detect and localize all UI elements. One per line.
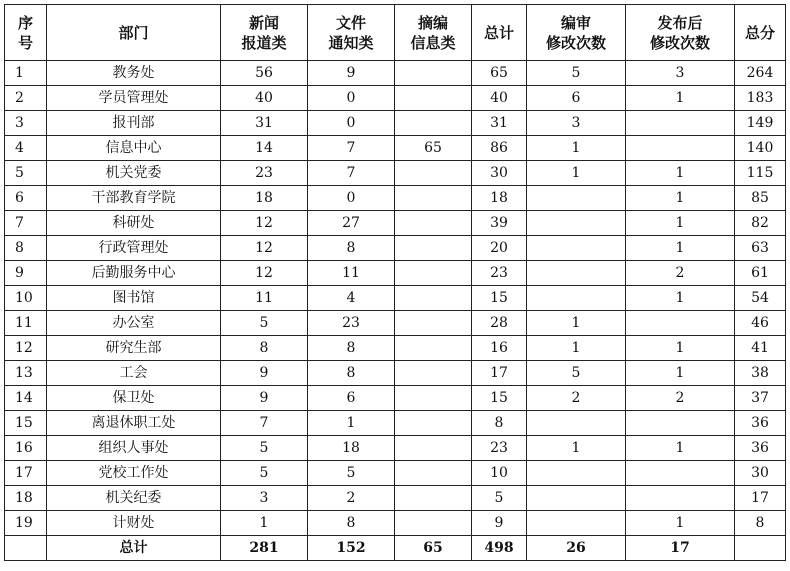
cell-digest [395,311,472,336]
cell-dept: 机关纪委 [47,486,221,511]
cell-edit [527,486,626,511]
cell-post: 1 [626,211,735,236]
table-row [5,186,786,211]
table-container [4,4,786,561]
table-row [5,486,786,511]
cell-edit [527,211,626,236]
cell-total: 8 [472,411,527,436]
cell-file: 0 [308,86,395,111]
header-digest [395,5,472,61]
cell-dept: 研究生部 [47,336,221,361]
cell-idx: 19 [5,511,47,536]
cell-digest [395,211,472,236]
cell-edit: 2 [527,386,626,411]
table-body [5,61,786,536]
cell-news: 23 [221,161,308,186]
cell-score: 149 [735,111,786,136]
cell-dept: 教务处 [47,61,221,86]
cell-post [626,311,735,336]
total-dept: 总计 [47,536,221,561]
cell-dept: 后勤服务中心 [47,261,221,286]
header-idx-line: 序 [17,13,33,32]
cell-score: 264 [735,61,786,86]
cell-digest [395,111,472,136]
cell-news: 5 [221,461,308,486]
header-score [735,5,786,61]
header-score-line: 总分 [744,23,775,42]
cell-dept: 党校工作处 [47,461,221,486]
total-edit: 26 [527,536,626,561]
cell-total: 30 [472,161,527,186]
cell-idx: 13 [5,361,47,386]
cell-post: 2 [626,261,735,286]
header-dept-line: 部门 [118,23,149,42]
cell-total: 23 [472,436,527,461]
table-row [5,161,786,186]
cell-dept: 干部教育学院 [47,186,221,211]
cell-total: 31 [472,111,527,136]
cell-digest [395,86,472,111]
cell-edit: 3 [527,111,626,136]
table-row [5,286,786,311]
cell-idx: 17 [5,461,47,486]
header-idx-line: 号 [17,33,33,52]
header-file-line: 通知类 [328,33,374,52]
table-row [5,261,786,286]
cell-file: 8 [308,236,395,261]
cell-file: 0 [308,186,395,211]
cell-score: 30 [735,461,786,486]
cell-digest [395,261,472,286]
cell-post: 1 [626,511,735,536]
cell-idx: 1 [5,61,47,86]
cell-post: 1 [626,236,735,261]
cell-idx: 15 [5,411,47,436]
table-row [5,211,786,236]
table-row [5,361,786,386]
cell-news: 12 [221,211,308,236]
cell-score: 115 [735,161,786,186]
cell-dept: 工会 [47,361,221,386]
cell-score: 36 [735,436,786,461]
table-row [5,386,786,411]
cell-idx: 11 [5,311,47,336]
cell-news: 14 [221,136,308,161]
cell-dept: 保卫处 [47,386,221,411]
table-row [5,86,786,111]
table-row [5,436,786,461]
cell-total: 15 [472,386,527,411]
cell-edit: 1 [527,161,626,186]
cell-edit: 6 [527,86,626,111]
cell-dept: 图书馆 [47,286,221,311]
cell-digest [395,161,472,186]
statistics-table [4,4,786,561]
header-digest-line: 信息类 [410,33,456,52]
header-edit-line: 修改次数 [545,33,606,52]
cell-idx: 2 [5,86,47,111]
cell-digest [395,386,472,411]
cell-digest [395,336,472,361]
header-idx [5,5,47,61]
cell-idx: 16 [5,436,47,461]
cell-post [626,411,735,436]
cell-post: 1 [626,336,735,361]
total-digest: 65 [395,536,472,561]
cell-post: 1 [626,86,735,111]
cell-post: 1 [626,186,735,211]
cell-news: 7 [221,411,308,436]
cell-score: 38 [735,361,786,386]
cell-edit [527,511,626,536]
cell-score: 85 [735,186,786,211]
cell-dept: 离退休职工处 [47,411,221,436]
cell-post [626,486,735,511]
cell-edit [527,461,626,486]
cell-post: 3 [626,61,735,86]
table-row [5,111,786,136]
cell-dept: 组织人事处 [47,436,221,461]
cell-dept: 机关党委 [47,161,221,186]
cell-score: 41 [735,336,786,361]
cell-edit [527,286,626,311]
cell-file: 8 [308,511,395,536]
cell-file: 5 [308,461,395,486]
cell-edit: 5 [527,361,626,386]
cell-total: 23 [472,261,527,286]
cell-total: 39 [472,211,527,236]
cell-news: 5 [221,311,308,336]
cell-idx: 12 [5,336,47,361]
cell-edit: 1 [527,311,626,336]
cell-idx: 5 [5,161,47,186]
cell-news: 56 [221,61,308,86]
cell-score: 46 [735,311,786,336]
total-post: 17 [626,536,735,561]
cell-idx: 3 [5,111,47,136]
table-row [5,61,786,86]
cell-idx: 10 [5,286,47,311]
table-row [5,336,786,361]
cell-post: 1 [626,286,735,311]
cell-total: 16 [472,336,527,361]
header-edit-line: 编审 [560,13,591,32]
cell-dept: 办公室 [47,311,221,336]
header-post [626,5,735,61]
cell-total: 9 [472,511,527,536]
table-row [5,311,786,336]
cell-edit: 1 [527,336,626,361]
header-edit [527,5,626,61]
cell-news: 31 [221,111,308,136]
cell-score: 82 [735,211,786,236]
cell-edit [527,186,626,211]
header-file [308,5,395,61]
cell-file: 8 [308,336,395,361]
cell-digest: 65 [395,136,472,161]
cell-news: 12 [221,261,308,286]
table-row [5,236,786,261]
cell-total: 86 [472,136,527,161]
cell-score: 8 [735,511,786,536]
header-digest-line: 摘编 [417,13,448,32]
cell-dept: 计财处 [47,511,221,536]
cell-post: 1 [626,436,735,461]
cell-score: 140 [735,136,786,161]
cell-edit [527,236,626,261]
cell-dept: 科研处 [47,211,221,236]
cell-news: 8 [221,336,308,361]
cell-news: 3 [221,486,308,511]
totals-row [5,536,786,561]
cell-digest [395,61,472,86]
cell-edit: 1 [527,436,626,461]
header-news-line: 新闻 [248,13,279,32]
cell-news: 5 [221,436,308,461]
header-dept [47,5,221,61]
cell-idx: 7 [5,211,47,236]
cell-file: 11 [308,261,395,286]
header-total [472,5,527,61]
cell-edit [527,411,626,436]
cell-post [626,461,735,486]
cell-idx: 4 [5,136,47,161]
cell-idx: 14 [5,386,47,411]
cell-idx: 6 [5,186,47,211]
cell-post: 1 [626,361,735,386]
cell-file: 4 [308,286,395,311]
cell-news: 11 [221,286,308,311]
header-row [5,5,786,61]
cell-edit: 1 [527,136,626,161]
cell-total: 65 [472,61,527,86]
cell-score: 37 [735,386,786,411]
cell-file: 2 [308,486,395,511]
cell-digest [395,236,472,261]
cell-news: 9 [221,386,308,411]
cell-news: 40 [221,86,308,111]
table-row [5,411,786,436]
cell-news: 18 [221,186,308,211]
cell-post: 2 [626,386,735,411]
header-news-line: 报道类 [241,33,287,52]
cell-edit: 5 [527,61,626,86]
cell-total: 20 [472,236,527,261]
cell-score: 17 [735,486,786,511]
total-file: 152 [308,536,395,561]
cell-digest [395,511,472,536]
header-post-line: 发布后 [657,13,703,32]
cell-edit [527,261,626,286]
cell-news: 1 [221,511,308,536]
cell-digest [395,411,472,436]
total-total: 498 [472,536,527,561]
cell-post [626,136,735,161]
cell-dept: 学员管理处 [47,86,221,111]
cell-idx: 8 [5,236,47,261]
cell-file: 7 [308,136,395,161]
table-row [5,461,786,486]
total-score [735,536,786,561]
cell-total: 15 [472,286,527,311]
header-file-line: 文件 [335,13,366,32]
cell-total: 28 [472,311,527,336]
cell-file: 18 [308,436,395,461]
cell-file: 23 [308,311,395,336]
cell-digest [395,436,472,461]
cell-digest [395,486,472,511]
total-news: 281 [221,536,308,561]
cell-post: 1 [626,161,735,186]
cell-idx: 9 [5,261,47,286]
cell-file: 7 [308,161,395,186]
total-idx [5,536,47,561]
cell-dept: 信息中心 [47,136,221,161]
cell-score: 61 [735,261,786,286]
table-row [5,136,786,161]
cell-score: 36 [735,411,786,436]
cell-score: 183 [735,86,786,111]
cell-total: 17 [472,361,527,386]
cell-score: 63 [735,236,786,261]
cell-score: 54 [735,286,786,311]
header-total-line: 总计 [483,23,514,42]
cell-total: 40 [472,86,527,111]
cell-total: 10 [472,461,527,486]
cell-digest [395,286,472,311]
cell-digest [395,361,472,386]
cell-file: 9 [308,61,395,86]
cell-digest [395,461,472,486]
cell-total: 18 [472,186,527,211]
header-news [221,5,308,61]
table-row [5,511,786,536]
cell-file: 27 [308,211,395,236]
cell-news: 12 [221,236,308,261]
cell-dept: 行政管理处 [47,236,221,261]
cell-post [626,111,735,136]
cell-digest [395,186,472,211]
cell-dept: 报刊部 [47,111,221,136]
header-post-line: 修改次数 [649,33,710,52]
cell-file: 0 [308,111,395,136]
cell-idx: 18 [5,486,47,511]
cell-file: 6 [308,386,395,411]
cell-total: 5 [472,486,527,511]
cell-file: 8 [308,361,395,386]
cell-file: 1 [308,411,395,436]
cell-news: 9 [221,361,308,386]
